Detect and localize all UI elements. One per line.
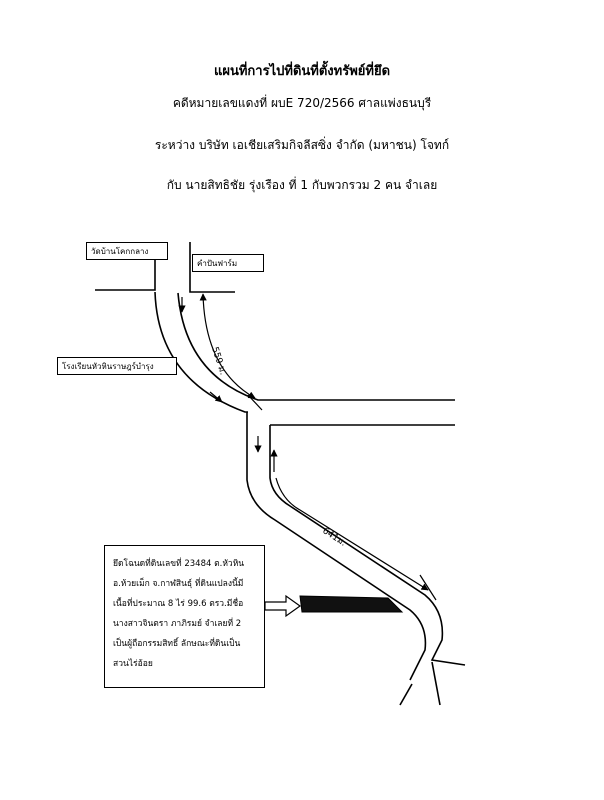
road-edge-branch (400, 684, 412, 705)
dim-tick-2 (420, 575, 436, 600)
info-line: นางสาวจินตรา ภาภิรมย์ จำเลยที่ 2 (113, 619, 242, 629)
arrow-diag-1 (210, 392, 222, 402)
distance-line-1 (203, 294, 255, 398)
distance-label-2: 641ม. (320, 526, 348, 549)
info-line: ยึดโฉนดที่ดินเลขที่ 23484 ต.หัวหิน (113, 559, 245, 569)
parcel-pointer-arrow (265, 596, 300, 616)
dim-tick-1 (248, 395, 262, 410)
wat-ban-khok-klang-label: วัดบ้านโคกกลาง (86, 242, 168, 260)
road-edge-outer (155, 292, 248, 412)
distance-line-2b (276, 478, 428, 590)
khampan-farm-label: คำปันฟาร์ม (192, 254, 264, 272)
page-title: แผนที่การไปที่ดินที่ตั้งทรัพย์ที่ยึด (213, 64, 391, 79)
defendants-line: กับ นายสิทธิชัย รุ่งเรือง ที่ 1 กับพวกรวม 2 คน จำเลย (166, 178, 438, 192)
case-number-line: คดีหมายเลขแดงที่ ผบE 720/2566 ศาลแพ่งธนบุรี (172, 96, 432, 110)
info-line: เป็นผู้ถือกรรมสิทธิ์ ลักษณะที่ดินเป็น (113, 639, 241, 649)
info-line: สวนไร่อ้อย (113, 659, 153, 669)
info-line: อ.ห้วยเม็ก จ.กาฬสินธุ์ ที่ดินแปลงนี้มี (113, 579, 244, 589)
distance-label-1: 559 ม. (209, 345, 228, 377)
parties-line: ระหว่าง บริษัท เอเชียเสริมกิจลีสซิ่ง จำกัด (มหาชน) โจทก์ (154, 138, 450, 152)
seized-parcel (300, 596, 402, 612)
school-label: โรงเรียนหัวหินราษฎร์บำรุง (57, 357, 177, 375)
parcel-info-box (104, 545, 265, 688)
road-edge-lower-right (270, 425, 465, 665)
info-line: เนื้อที่ประมาณ 8 ไร่ 99.6 ตรว.มีชื่อ (113, 599, 244, 609)
road-edge-branch2 (432, 662, 440, 705)
